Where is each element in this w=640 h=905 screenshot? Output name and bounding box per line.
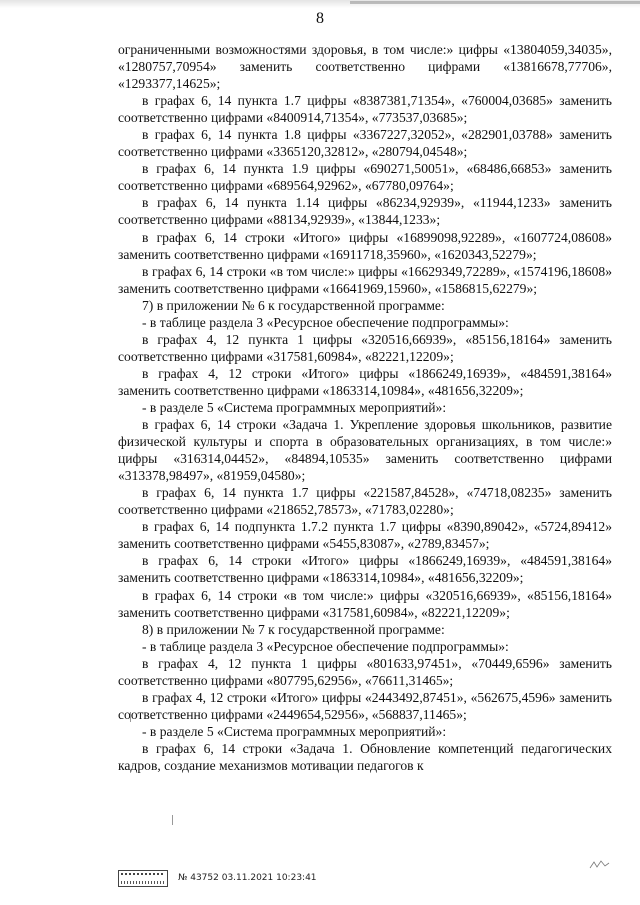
paragraph: в графах 4, 12 строки «Итого» цифры «2443492,87451», «562675,4596» заменить соответственно цифрами «2449654,52956», «568837,11465»; bbox=[118, 689, 612, 722]
document-body bbox=[118, 41, 612, 774]
page-number: 8 bbox=[316, 10, 324, 27]
paragraph: в графах 6, 14 пункта 1.14 цифры «86234,92939», «11944,1233» заменить соответственно цифрами «88134,92939», «13844,1233»; bbox=[118, 195, 612, 228]
paragraph: - в таблице раздела 3 «Ресурсное обеспечение подпрограммы»: bbox=[142, 314, 509, 330]
document-reference: № 43752 03.11.2021 10:23:41 bbox=[178, 873, 317, 883]
margin-mark bbox=[172, 815, 175, 825]
paragraph: - в таблице раздела 3 «Ресурсное обеспечение подпрограммы»: bbox=[142, 638, 509, 654]
paragraph: - в разделе 5 «Система программных мероприятий»: bbox=[142, 723, 447, 739]
scan-top-edge bbox=[0, 0, 640, 8]
pen-mark-icon bbox=[588, 858, 612, 872]
registry-stamp-icon bbox=[118, 870, 168, 887]
paragraph: в графах 6, 14 строки «Итого» цифры «1866249,16939», «484591,38164» заменить соответственно цифрами «1863314,10984», «481656,32209»; bbox=[118, 553, 612, 586]
paragraph: ограниченными возможностями здоровья, в том числе:» цифры «13804059,34035», «1280757,70954» заменить соответственно цифрами «13816678,77706», «1293377,14625»; bbox=[118, 42, 612, 92]
paragraph: в графах 6, 14 строки «в том числе:» цифры «320516,66939», «85156,18164» заменить соответственно цифрами «317581,60984», «82221,12209»; bbox=[118, 587, 612, 620]
paragraph: 8) в приложении № 7 к государственной программе: bbox=[142, 621, 445, 637]
paragraph: в графах 4, 12 строки «Итого» цифры «1866249,16939», «484591,38164» заменить соответственно цифрами «1863314,10984», «481656,32209»; bbox=[118, 365, 612, 398]
paragraph: в графах 6, 14 подпункта 1.7.2 пункта 1.7 цифры «8390,89042», «5724,89412» заменить соответственно цифрами «5455,83087», «2789,83457»; bbox=[118, 519, 612, 552]
paragraph: в графах 6, 14 строки «Задача 1. Обновление компетенций педагогических кадров, создание механизмов мотивации педагогов к bbox=[118, 740, 612, 773]
paragraph: в графах 6, 14 строки «Итого» цифры «16899098,92289», «1607724,08608» заменить соответственно цифрами «16911718,35960», «1620343,52279»; bbox=[118, 229, 612, 262]
paragraph: - в разделе 5 «Система программных мероприятий»: bbox=[142, 399, 447, 415]
paragraph: в графах 6, 14 строки «в том числе:» цифры «16629349,72289», «1574196,18608» заменить соответственно цифрами «16641969,15960», «1586815,62279»; bbox=[118, 263, 612, 296]
paragraph: в графах 6, 14 пункта 1.8 цифры «3367227,32052», «282901,03788» заменить соответственно цифрами «3365120,32812», «280794,04548»; bbox=[118, 127, 612, 160]
paragraph: в графах 6, 14 пункта 1.7 цифры «8387381,71354», «760004,03685» заменить соответственно цифрами «8400914,71354», «773537,03685»; bbox=[118, 93, 612, 126]
margin-mark bbox=[130, 712, 133, 722]
paragraph: 7) в приложении № 6 к государственной программе: bbox=[142, 297, 445, 313]
paragraph: в графах 4, 12 пункта 1 цифры «801633,97451», «70449,6596» заменить соответственно цифрами «807795,62956», «76611,31465»; bbox=[118, 655, 612, 688]
paragraph: в графах 6, 14 строки «Задача 1. Укрепление здоровья школьников, развитие физической культуры и спорта в образовательных организациях, в том числе:» цифры «316314,04452», «84894,10535» заменить соответственно цифрами «313378,98497», «81959,04580»; bbox=[118, 417, 612, 484]
paragraph: в графах 6, 14 пункта 1.9 цифры «690271,50051», «68486,66853» заменить соответственно цифрами «689564,92962», «67780,09764»; bbox=[118, 161, 612, 194]
paragraph: в графах 4, 12 пункта 1 цифры «320516,66939», «85156,18164» заменить соответственно цифрами «317581,60984», «82221,12209»; bbox=[118, 331, 612, 364]
paragraph: в графах 6, 14 пункта 1.7 цифры «221587,84528», «74718,08235» заменить соответственно цифрами «218652,78573», «71783,02280»; bbox=[118, 485, 612, 518]
document-footer bbox=[118, 868, 317, 888]
